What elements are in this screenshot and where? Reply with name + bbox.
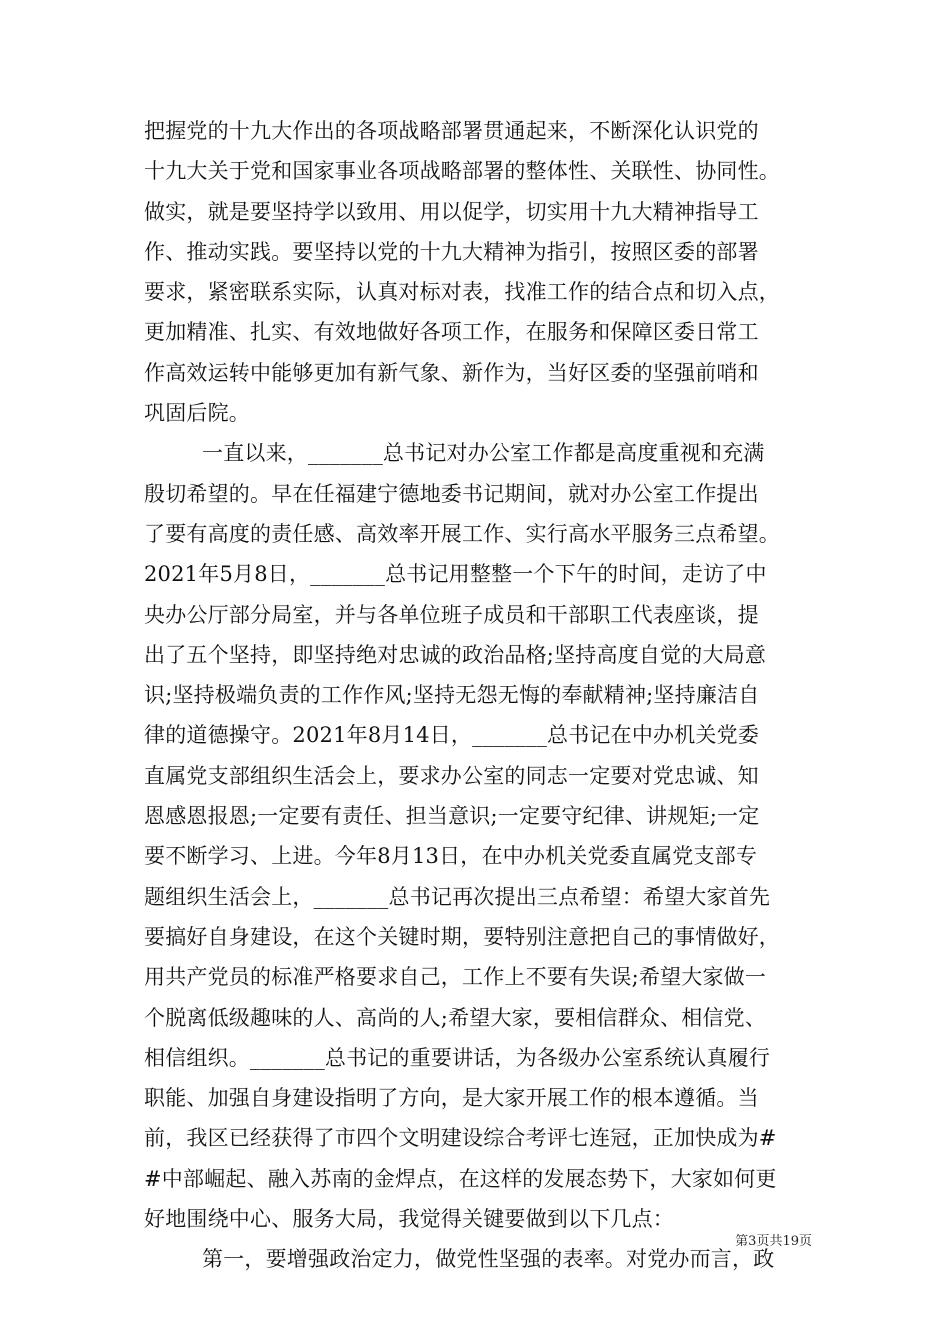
text-line: 要搞好自身建设，在这个关键时期，要特别注意把自己的事情做好，	[144, 924, 780, 949]
text-line: 更加精准、扎实、有效地做好各项工作，在服务和保障区委日常工	[144, 320, 759, 345]
text-line: 识;坚持极端负责的工作作风;坚持无怨无悔的奉献精神;坚持廉洁自	[144, 683, 760, 708]
text-line: 作高效运转中能够更加有新气象、新作为，当好区委的坚强前哨和	[144, 360, 759, 385]
document-body	[144, 111, 809, 1280]
text-line: 相信组织。_______总书记的重要讲话，为各级办公室系统认真履行	[144, 1045, 771, 1070]
text-line: 了要有高度的责任感、高效率开展工作、实行高水平服务三点希望。	[144, 521, 780, 546]
text-line: 十九大关于党和国家事业各项战略部署的整体性、关联性、协同性。	[144, 159, 780, 184]
page-number-footer: 第3页共19页	[735, 1234, 812, 1249]
text-line: 恩感恩报恩;一定要有责任、担当意识;一定要守纪律、讲规矩;一定	[144, 804, 760, 829]
text-line: 巩固后院。	[144, 401, 250, 426]
text-line: 前，我区已经获得了市四个文明建设综合考评七连冠，正加快成为#	[144, 1126, 777, 1151]
text-line: 出了五个坚持，即坚持绝对忠诚的政治品格;坚持高度自觉的大局意	[144, 642, 767, 667]
text-line: 央办公厅部分局室，并与各单位班子成员和干部职工代表座谈，提	[144, 602, 759, 627]
text-line: 把握党的十九大作出的各项战略部署贯通起来，不断深化认识党的	[144, 119, 759, 143]
paragraph-start-line: 一直以来，_______总书记对办公室工作都是高度重视和充满	[202, 441, 765, 466]
text-line: 要不断学习、上进。今年8月13日，在中办机关党委直属党支部专	[144, 844, 758, 869]
text-line: 个脱离低级趣味的人、高尚的人;希望大家，要相信群众、相信党、	[144, 1005, 767, 1030]
text-line: 题组织生活会上，_______总书记再次提出三点希望：希望大家首先	[144, 884, 771, 909]
text-line: 职能、加强自身建设指明了方向，是大家开展工作的根本遵循。当	[144, 1086, 759, 1111]
text-line: 要求，紧密联系实际，认真对标对表，找准工作的结合点和切入点，	[144, 280, 780, 305]
text-line: 用共产党员的标准严格要求自己，工作上不要有失误;希望大家做一	[144, 965, 767, 990]
text-line: 作、推动实践。要坚持以党的十九大精神为指引，按照区委的部署	[144, 239, 759, 264]
text-line: 好地围绕中心、服务大局，我觉得关键要做到以下几点：	[144, 1207, 674, 1232]
text-line: 2021年5月8日，_______总书记用整整一个下午的时间，走访了中	[144, 562, 767, 587]
text-line: #中部崛起、融入苏南的金焊点，在这样的发展态势下，大家如何更	[144, 1166, 777, 1191]
paragraph-start-line: 第一，要增强政治定力，做党性坚强的表率。对党办而言，政	[202, 1247, 775, 1272]
text-line: 直属党支部组织生活会上，要求办公室的同志一定要对党忠诚、知	[144, 763, 759, 788]
text-line: 律的道德操守。2021年8月14日，_______总书记在中办机关党委	[144, 723, 760, 748]
text-line: 殷切希望的。早在任福建宁德地委书记期间，就对办公室工作提出	[144, 481, 759, 506]
text-line: 做实，就是要坚持学以致用、用以促学，切实用十九大精神指导工	[144, 199, 759, 224]
